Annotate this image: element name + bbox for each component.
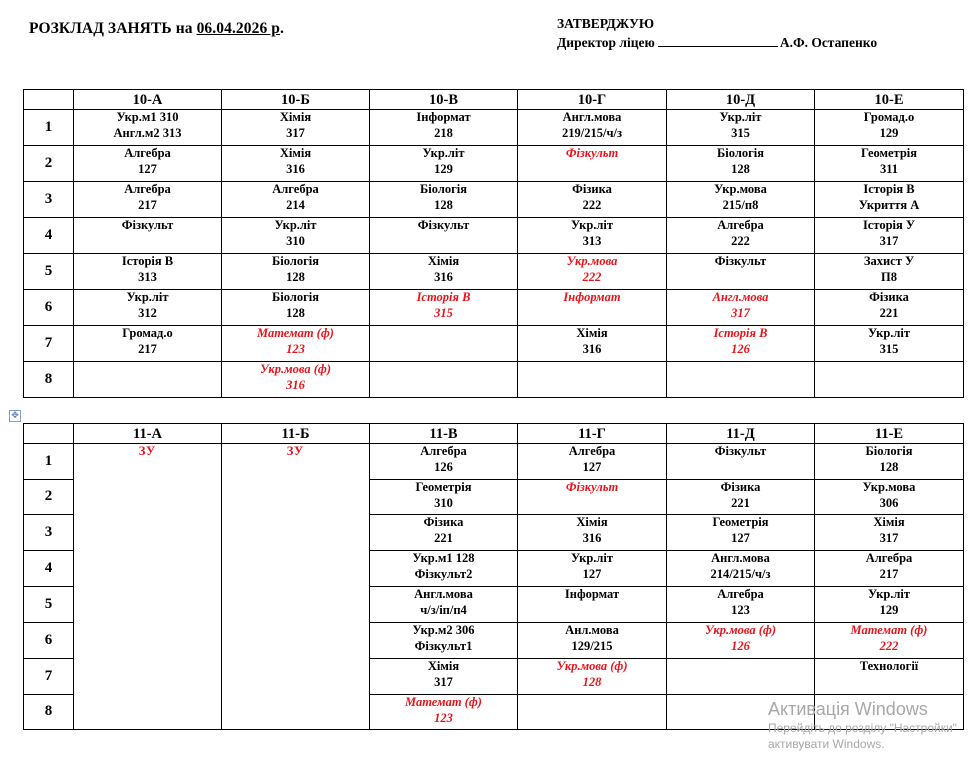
subject-text: Історія В [121,254,174,268]
subject-text: Хімія [279,110,312,124]
subject-text: Укр.м1 128 [412,551,475,565]
subject-text: Англ.мова [711,551,770,565]
room-text: 313 [582,233,602,248]
lesson-cell [667,623,815,659]
subject-text: Укр.літ [274,218,317,232]
approval-signature-line [557,33,877,52]
room-text: 315 [879,341,899,356]
room-text: 316 [286,161,305,176]
lesson-cell [222,326,370,362]
lesson-number: 6 [24,623,74,659]
lesson-number: 7 [24,659,74,695]
room-text: 123 [731,602,750,617]
subject-text: Укр.м2 306 [412,623,475,637]
subject-text: Алгебра [717,218,764,232]
lesson-cell [518,480,667,515]
watermark-title: Активація Windows [768,699,928,719]
subject-text: Громад.о [863,110,915,124]
class-header: 10-Е [815,90,964,110]
lesson-number: 2 [24,480,74,515]
lesson-cell [815,444,964,480]
lesson-number: 8 [24,695,74,730]
lesson-cell [667,146,815,182]
room-text: 317 [286,125,305,140]
subject-text: Укр.літ [719,110,762,124]
subject-text: Хімія [873,515,905,529]
lesson-row [24,326,964,362]
lesson-row [24,182,964,218]
class-header: 10-А [74,90,222,110]
lesson-cell [815,110,964,146]
lesson-cell [74,110,222,146]
subject-text: Математ (ф) [257,326,334,340]
lesson-cell [222,110,370,146]
room-text: 217 [138,341,157,356]
subject-text: Фізкульт [714,254,767,268]
title-suffix: . [280,20,285,37]
lesson-cell [518,326,667,362]
lesson-cell [370,444,518,480]
lesson-cell [222,218,370,254]
subject-text: Фізика [720,480,761,494]
lesson-cell [667,480,815,515]
subject-text: Біологія [272,290,319,304]
room-text: 129 [879,125,899,140]
schedule-date: 06.04.2026 р [196,20,281,37]
class-header: 10-Б [222,90,370,110]
class-header: 11-Г [518,424,667,444]
lesson-number: 1 [24,110,74,146]
lesson-cell [74,146,222,182]
class-header: 11-В [370,424,518,444]
room-text: 315 [434,305,453,320]
room-text: 129 [879,602,899,617]
lesson-cell [370,659,518,695]
subject-text: Історія В [713,326,768,340]
lesson-cell [815,659,964,695]
lesson-cell [370,623,518,659]
merged-class-cell: ЗУ [74,444,222,730]
room-text: 129/215 [571,638,613,653]
room-text: 217 [879,566,899,581]
subject-text: Інформат [563,290,621,304]
approval-position: Директор ліцею [557,35,655,50]
lesson-cell [815,551,964,587]
class-header: 11-Б [222,424,370,444]
lesson-cell [370,587,518,623]
lesson-cell [667,444,815,480]
lesson-cell [815,290,964,326]
subject-text: Алгебра [568,444,616,458]
subject-text: Укр.літ [867,326,911,340]
subject-text: Геометрія [415,480,472,494]
lesson-cell [815,362,964,398]
room-text: 219/215/ч/з [562,125,622,140]
lesson-number: 5 [24,587,74,623]
subject-text: Біологія [865,444,913,458]
room-text: 215/п8 [722,197,759,212]
subject-text: Хімія [576,515,608,529]
subject-text: Укр.літ [570,551,614,565]
lesson-cell [815,254,964,290]
approval-name: А.Ф. Остапенко [779,35,878,50]
lesson-cell [222,182,370,218]
lesson-cell [370,146,518,182]
lesson-cell [518,695,667,730]
subject-text: Укр.літ [126,290,169,304]
lesson-cell [74,326,222,362]
lesson-row [24,444,964,480]
class-header: 10-Д [667,90,815,110]
class-header-row [24,424,964,444]
room-text: 222 [879,638,899,653]
subject-text: Анл.мова [565,623,619,637]
subject-text: Фізкульт [417,218,470,232]
lesson-cell [222,146,370,182]
room-text: 310 [434,495,453,510]
subject-text: Фізкульт [565,146,619,160]
subject-text: Технології [859,659,919,673]
windows-activation-watermark [768,698,957,752]
room-text: 128 [286,269,305,284]
room-text: 221 [434,530,453,545]
lesson-cell [667,515,815,551]
lesson-row [24,254,964,290]
room-text: 127 [138,161,157,176]
lesson-cell [370,110,518,146]
subject-text: Геометрія [712,515,769,529]
room-text: 316 [582,341,602,356]
subject-text: Фізкульт [714,444,767,458]
subject-text: Фізика [423,515,464,529]
subject-text: Історія В [416,290,471,304]
room-text: 128 [286,305,305,320]
room-text: 214/215/ч/з [710,566,771,581]
lesson-cell [370,515,518,551]
lesson-row [24,218,964,254]
room-text: 127 [582,566,602,581]
lesson-cell [815,587,964,623]
subject-text: Геометрія [860,146,918,160]
lesson-number: 3 [24,182,74,218]
subject-text: Алгебра [124,182,171,196]
subject-text: Укр.мова [566,254,618,268]
lesson-cell [667,110,815,146]
room-text: 128 [582,674,602,689]
lesson-cell [518,218,667,254]
watermark-line-2: активувати Windows. [768,737,885,751]
class-header: 10-В [370,90,518,110]
subject-text: Укр.мова (ф) [556,659,628,673]
corner-cell [24,424,74,444]
room-text: Англ.м2 313 [113,125,182,140]
room-text: 123 [286,341,305,356]
room-text: 129 [434,161,453,176]
lesson-cell [667,254,815,290]
subject-text: Алгебра [717,587,764,601]
signature-blank [658,34,778,47]
lesson-number: 4 [24,218,74,254]
room-text: 126 [731,341,750,356]
room-text: ч/з/іп/п4 [420,602,467,617]
lesson-cell [667,587,815,623]
lesson-cell [667,182,815,218]
lesson-number: 1 [24,444,74,480]
subject-text: Алгебра [865,551,913,565]
subject-text: Укр.мова (ф) [704,623,777,637]
lesson-cell [370,290,518,326]
lesson-cell [815,218,964,254]
lesson-number: 4 [24,551,74,587]
lesson-cell [74,218,222,254]
lesson-cell [370,551,518,587]
room-text: 316 [582,530,602,545]
lesson-cell [518,182,667,218]
room-text: 221 [879,305,899,320]
room-text: 317 [879,233,899,248]
lesson-cell [370,362,518,398]
room-text: 313 [138,269,157,284]
subject-text: Хімія [427,254,460,268]
room-text: Фізкульт1 [414,638,473,653]
lesson-row [24,146,964,182]
lesson-number: 3 [24,515,74,551]
subject-text: Укр.літ [867,587,911,601]
room-text: 317 [879,530,899,545]
lesson-cell [815,182,964,218]
room-text: 214 [286,197,305,212]
lesson-cell [74,182,222,218]
room-text: 217 [138,197,157,212]
lesson-number: 7 [24,326,74,362]
subject-text: Математ (ф) [405,695,482,709]
subject-text: Історія В [863,182,915,196]
room-text: 218 [434,125,453,140]
lesson-cell [370,182,518,218]
lesson-cell [815,326,964,362]
subject-text: Англ.мова [414,587,473,601]
lesson-cell [667,551,815,587]
room-text: 316 [434,269,453,284]
lesson-cell [370,254,518,290]
subject-text: Алгебра [420,444,467,458]
subject-text: Фізкульт [121,218,174,232]
lesson-cell [518,444,667,480]
schedule-table-grade-10 [23,89,964,398]
lesson-cell [74,362,222,398]
subject-text: Історія У [862,218,916,232]
approval-heading: ЗАТВЕРДЖУЮ [557,16,655,31]
subject-text: Фізкульт [565,480,619,494]
lesson-cell [518,290,667,326]
subject-text: Англ.мова [712,290,769,304]
lesson-cell [74,290,222,326]
lesson-row [24,290,964,326]
room-text: 311 [879,161,899,176]
class-header: 10-Г [518,90,667,110]
room-text: 128 [879,459,899,474]
lesson-cell [370,218,518,254]
lesson-cell [518,146,667,182]
lesson-number: 5 [24,254,74,290]
lesson-cell [222,290,370,326]
lesson-cell [370,326,518,362]
lesson-row [24,362,964,398]
lesson-cell [370,480,518,515]
lesson-cell [667,326,815,362]
room-text: 315 [731,125,750,140]
class-header: 11-А [74,424,222,444]
subject-text: Фізика [869,290,909,304]
subject-text: Інформат [564,587,620,601]
class-header: 11-Д [667,424,815,444]
merged-class-cell: ЗУ [222,444,370,730]
room-text: 222 [731,233,750,248]
class-header-row [24,90,964,110]
subject-text: Англ.мова [562,110,622,124]
lesson-number: 2 [24,146,74,182]
lesson-cell [222,362,370,398]
room-text: Укриття А [858,197,920,212]
subject-text: Укр.літ [570,218,614,232]
lesson-cell [518,110,667,146]
lesson-cell [667,218,815,254]
room-text: 127 [731,530,750,545]
subject-text: Інформат [416,110,471,124]
corner-cell [24,90,74,110]
room-text: 126 [731,638,750,653]
room-text: 317 [731,305,750,320]
subject-text: Укр.м1 310 [116,110,179,124]
lesson-cell [667,290,815,326]
subject-text: Хімія [576,326,608,340]
lesson-cell [815,146,964,182]
approval-block [557,14,877,52]
class-header: 11-Е [815,424,964,444]
room-text: 128 [731,161,750,176]
subject-text: Укр.мова (ф) [259,362,332,376]
room-text: 317 [434,674,453,689]
room-text: 316 [286,377,305,392]
subject-text: Фізика [572,182,612,196]
lesson-row [24,110,964,146]
schedule-table-grade-11 [23,423,964,730]
room-text: 126 [434,459,453,474]
subject-text: Біологія [272,254,319,268]
subject-text: Укр.мова [862,480,916,494]
lesson-cell [815,515,964,551]
room-text: 310 [286,233,305,248]
lesson-cell [518,254,667,290]
subject-text: Хімія [427,659,460,673]
lesson-cell [667,659,815,695]
lesson-number: 8 [24,362,74,398]
room-text: П8 [881,269,897,284]
lesson-cell [518,362,667,398]
room-text: Фізкульт2 [414,566,473,581]
watermark-line-1: Перейдіть до розділу "Настройки" [768,721,957,735]
subject-text: Укр.літ [422,146,465,160]
lesson-cell [518,551,667,587]
room-text: 127 [582,459,602,474]
subject-text: Алгебра [124,146,171,160]
room-text: 222 [582,197,602,212]
lesson-cell [667,362,815,398]
room-text: 128 [434,197,453,212]
lesson-cell [74,254,222,290]
lesson-number: 6 [24,290,74,326]
subject-text: Захист У [863,254,915,268]
title-prefix: РОЗКЛАД ЗАНЯТЬ на [29,20,197,37]
lesson-cell [815,623,964,659]
table-move-handle-icon[interactable]: ✥ [9,410,21,422]
subject-text: Укр.мова [714,182,767,196]
lesson-cell [518,659,667,695]
room-text: 221 [731,495,750,510]
lesson-cell [222,254,370,290]
lesson-cell [518,587,667,623]
lesson-cell [815,480,964,515]
schedule-title [29,20,284,38]
room-text: 123 [434,710,453,725]
subject-text: Біологія [420,182,467,196]
subject-text: Хімія [279,146,312,160]
subject-text: Громад.о [122,326,173,340]
subject-text: Біологія [717,146,764,160]
subject-text: Алгебра [272,182,319,196]
lesson-cell [518,623,667,659]
lesson-cell [518,515,667,551]
room-text: 312 [138,305,157,320]
room-text: 306 [879,495,899,510]
subject-text: Математ (ф) [850,623,928,637]
lesson-cell [370,695,518,730]
room-text: 222 [582,269,602,284]
